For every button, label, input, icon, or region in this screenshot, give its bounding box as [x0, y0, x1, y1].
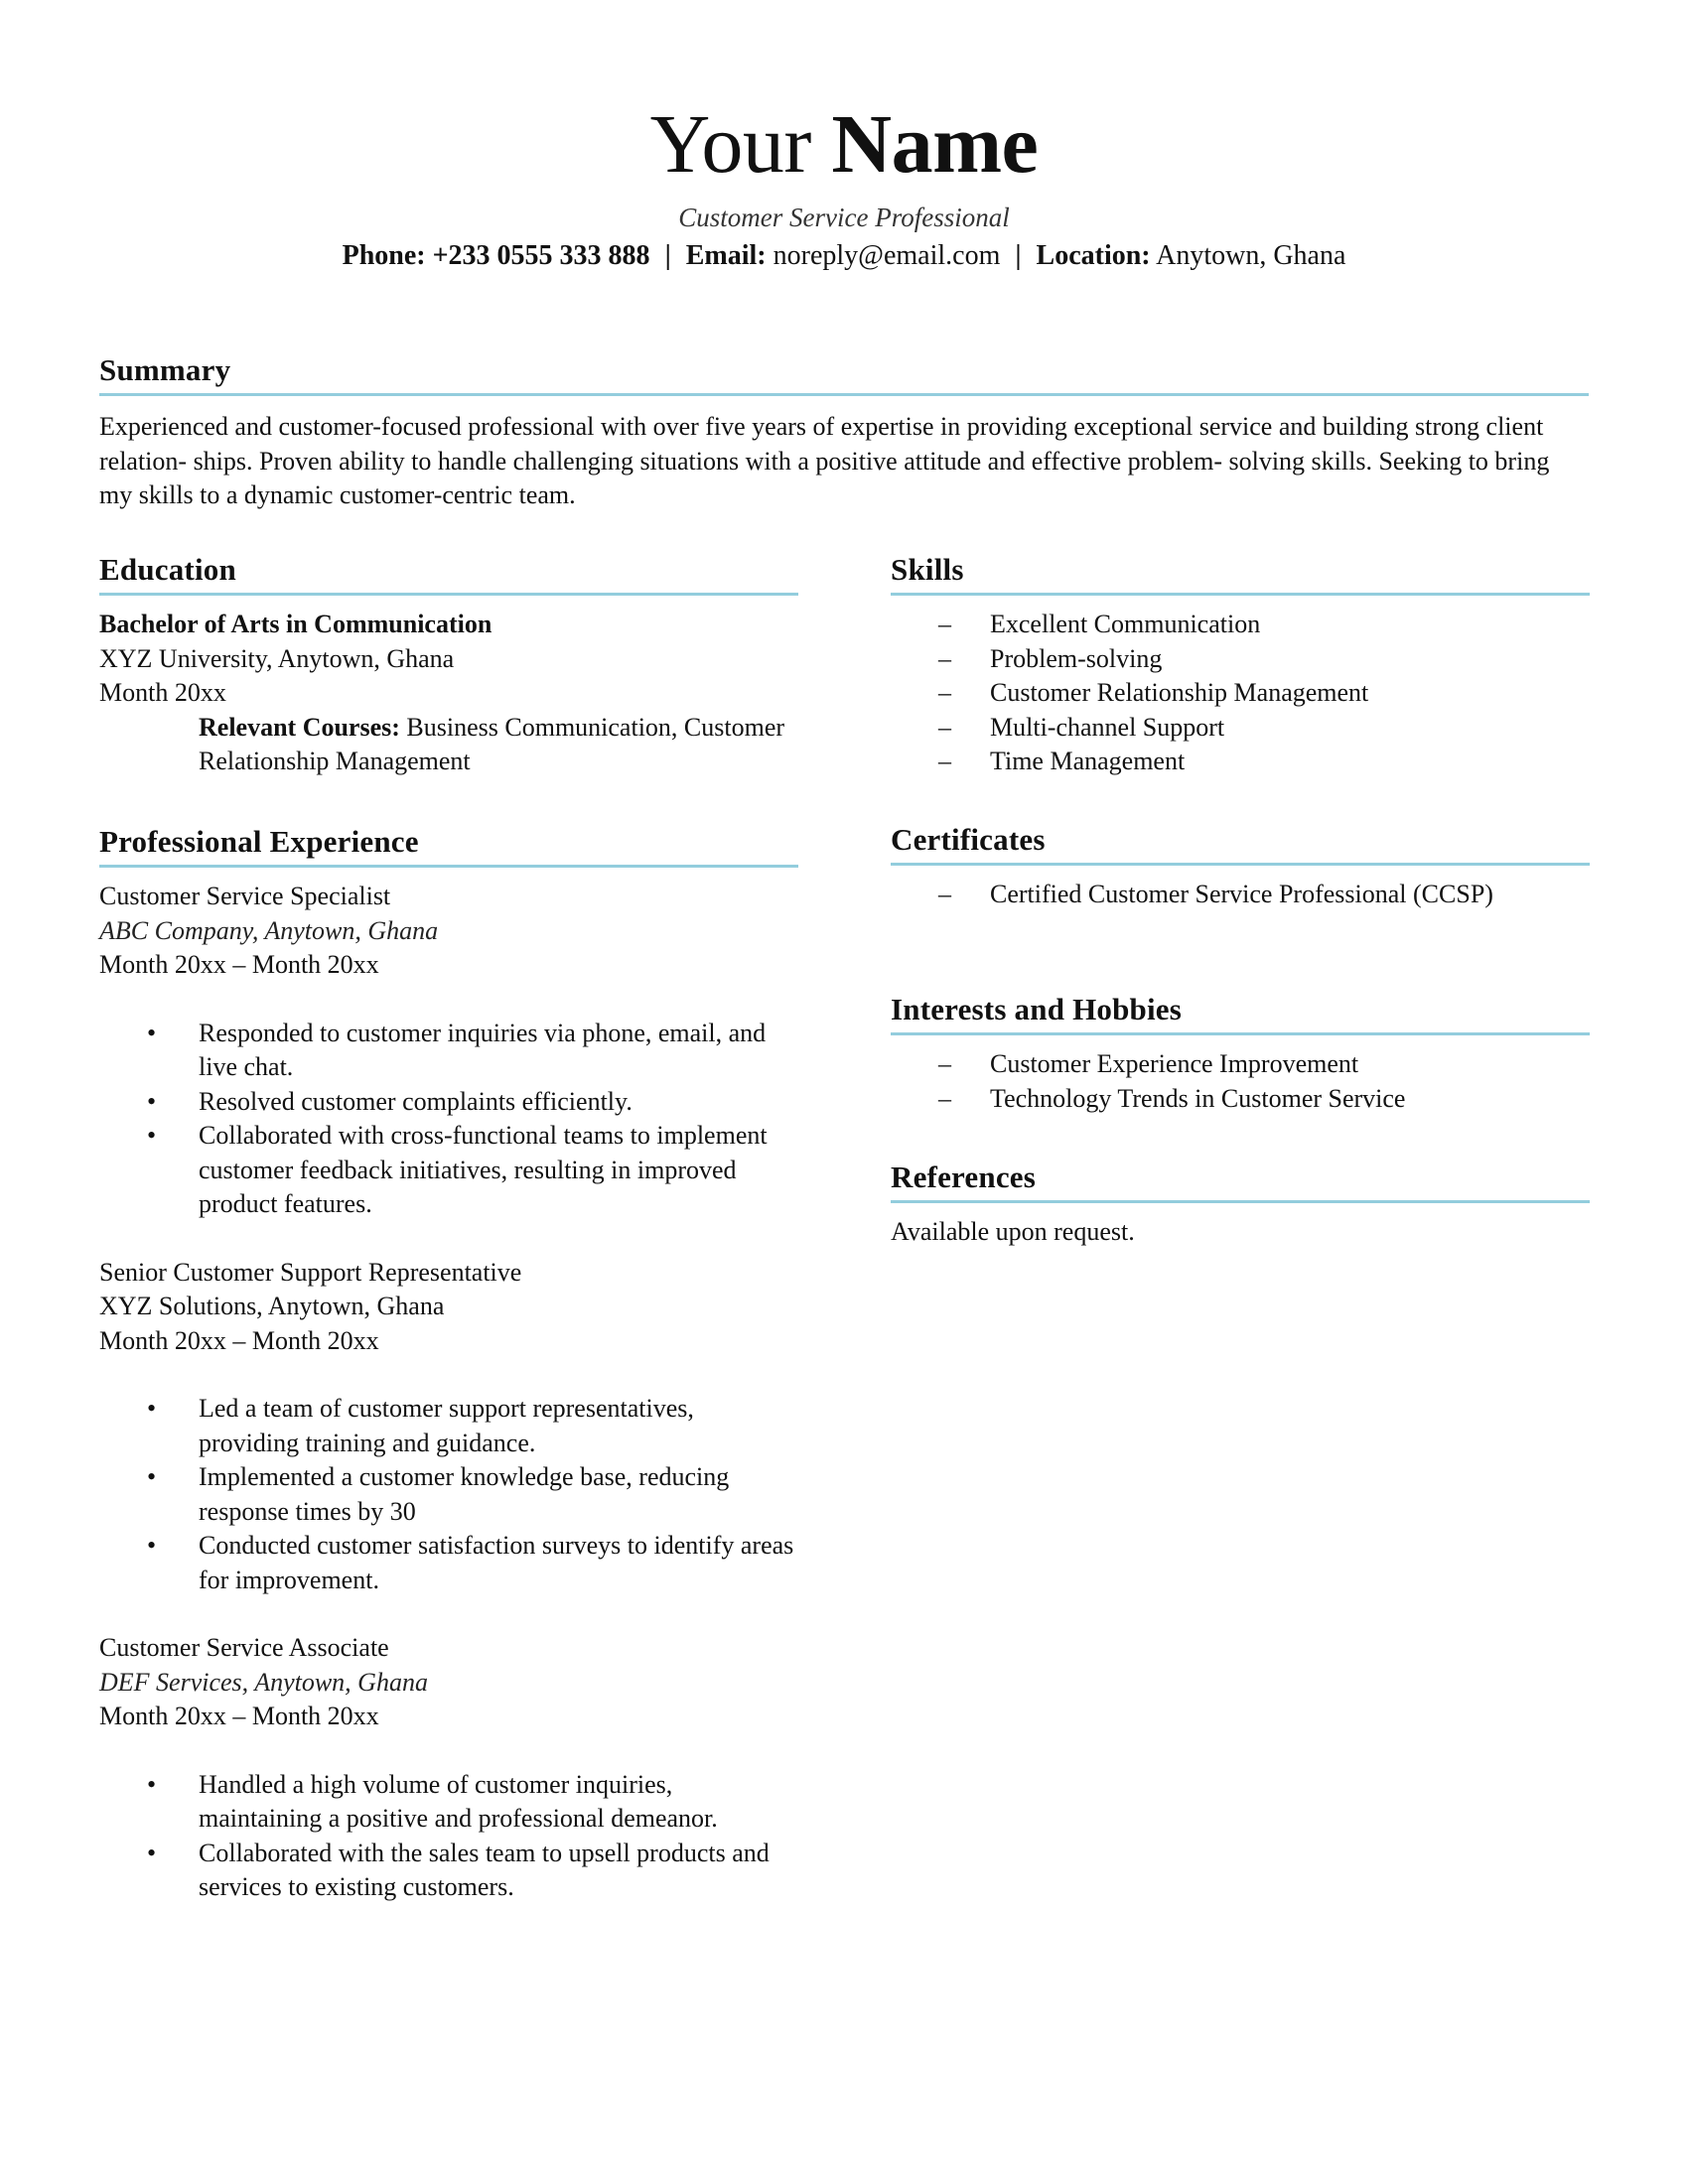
list-item — [891, 608, 1590, 642]
references-section — [891, 1158, 1590, 1250]
summary-section — [99, 350, 1589, 513]
education-heading: Education — [99, 550, 798, 596]
degree: Bachelor of Arts in Communication — [99, 610, 492, 638]
list-item-text: Customer Relationship Management — [990, 678, 1369, 707]
bullet-item — [99, 1392, 798, 1460]
job-company: ABC Company, Anytown, Ghana — [99, 915, 439, 945]
list-item-text: Technology Trends in Customer Service — [990, 1083, 1406, 1113]
bullet-text: Responded to customer inquiries via phone, email, and live chat. — [199, 1018, 767, 1081]
school: XYZ University, Anytown, Ghana — [99, 643, 455, 673]
email-label: Email: — [685, 240, 767, 271]
job-bullets — [99, 1768, 798, 1905]
experience-heading: Professional Experience — [99, 822, 798, 868]
bullet-icon: • — [147, 1838, 157, 1867]
bullet-item — [99, 1017, 798, 1085]
references-text: Available upon request. — [891, 1217, 1135, 1246]
dash-icon: – — [938, 1083, 951, 1113]
location-value: Anytown, Ghana — [1156, 240, 1346, 271]
bullet-text: Collaborated with cross-functional teams to implement customer feedback initiatives, resulting in improved product features. — [199, 1121, 768, 1218]
job-dates: Month 20xx – Month 20xx — [99, 950, 379, 979]
skills-section — [891, 550, 1590, 779]
job-title: Customer Service Specialist — [99, 882, 391, 910]
references-heading: References — [891, 1158, 1590, 1203]
certificates-heading: Certificates — [891, 820, 1590, 866]
dash-icon: – — [938, 712, 951, 742]
contact-separator: | — [664, 240, 671, 271]
bullet-icon: • — [147, 1531, 157, 1560]
job-dates: Month 20xx – Month 20xx — [99, 1325, 379, 1355]
summary-heading: Summary — [99, 350, 1589, 396]
list-item-text: Time Management — [990, 747, 1186, 775]
job-entry — [99, 1256, 798, 1598]
dash-icon: – — [938, 747, 951, 775]
bullet-text: Conducted customer satisfaction surveys to identify areas for improvement. — [199, 1531, 794, 1594]
job-list — [99, 880, 798, 1905]
bullet-item — [99, 1460, 798, 1529]
courses-label: Relevant Courses: — [199, 712, 400, 742]
list-item-text: Multi-channel Support — [990, 712, 1225, 742]
phone-value: +233 0555 333 888 — [432, 240, 650, 271]
certificates-section — [891, 820, 1590, 912]
bullet-icon: • — [147, 1769, 157, 1799]
bullet-item — [99, 1529, 798, 1597]
bullet-text: Collaborated with the sales team to upsell products and services to existing customers. — [199, 1838, 770, 1901]
bullet-icon: • — [147, 1121, 157, 1150]
job-title: Senior Customer Support Representative — [99, 1257, 522, 1287]
interests-heading: Interests and Hobbies — [891, 990, 1590, 1035]
list-item — [891, 878, 1590, 912]
list-item — [891, 676, 1590, 711]
name-first: Your — [649, 98, 811, 191]
phone-label: Phone: — [342, 240, 426, 271]
list-item-text: Certified Customer Service Professional (CCSP) — [990, 880, 1493, 908]
bullet-text: Implemented a customer knowledge base, reducing response times by 30 — [199, 1462, 730, 1526]
interests-section — [891, 990, 1590, 1116]
bullet-text: Led a team of customer support representatives, providing training and guidance. — [199, 1394, 694, 1457]
job-bullets — [99, 1392, 798, 1597]
bullet-text: Handled a high volume of customer inquiries, maintaining a positive and professional demeanor. — [199, 1769, 718, 1833]
list-item-text: Problem-solving — [990, 643, 1163, 673]
job-bullets — [99, 1017, 798, 1222]
education-section — [99, 550, 798, 779]
job-title: Customer Service Associate — [99, 1633, 389, 1662]
bullet-item — [99, 1119, 798, 1222]
job-entry — [99, 1631, 798, 1905]
bullet-icon: • — [147, 1462, 157, 1491]
skills-list — [891, 608, 1590, 779]
email-value[interactable]: noreply@email.com — [773, 240, 1001, 271]
summary-text: Experienced and customer-focused professional with over five years of expertise in providing exceptional service and building strong client relation- ships. Proven ability to handle challenging situations with a positive attitude and effective problem- solving skills. Seeking to bring my skills to a dynamic customer-centric team. — [99, 412, 1550, 509]
dash-icon: – — [938, 678, 951, 707]
job-dates: Month 20xx – Month 20xx — [99, 1702, 379, 1730]
bullet-icon: • — [147, 1086, 157, 1116]
contact-separator: | — [1015, 240, 1022, 271]
dash-icon: – — [938, 1049, 951, 1078]
list-item-text: Excellent Communication — [990, 610, 1261, 638]
dash-icon: – — [938, 643, 951, 673]
dash-icon: – — [938, 880, 951, 908]
name-last: Name — [831, 98, 1039, 191]
bullet-item — [99, 1768, 798, 1837]
list-item — [891, 1082, 1590, 1117]
dash-icon: – — [938, 610, 951, 638]
list-item — [891, 642, 1590, 677]
graduation-date: Month 20xx — [99, 678, 226, 707]
list-item — [891, 1047, 1590, 1082]
interests-list — [891, 1047, 1590, 1116]
resume-name — [0, 97, 1688, 193]
relevant-courses — [99, 711, 798, 779]
list-item — [891, 711, 1590, 746]
job-entry — [99, 880, 798, 1222]
experience-section — [99, 822, 798, 1905]
certificates-list — [891, 878, 1590, 912]
bullet-item — [99, 1837, 798, 1905]
contact-line — [0, 238, 1688, 274]
job-company: DEF Services, Anytown, Ghana — [99, 1667, 428, 1697]
job-company: XYZ Solutions, Anytown, Ghana — [99, 1292, 445, 1320]
courses-value: Business Communication, Customer Relationship Management — [199, 712, 785, 775]
location-label: Location: — [1036, 240, 1151, 271]
list-item-text: Customer Experience Improvement — [990, 1049, 1359, 1078]
list-item — [891, 745, 1590, 779]
bullet-item — [99, 1085, 798, 1120]
bullet-icon: • — [147, 1394, 157, 1423]
bullet-text: Resolved customer complaints efficiently. — [199, 1086, 633, 1116]
bullet-icon: • — [147, 1018, 157, 1047]
skills-heading: Skills — [891, 550, 1590, 596]
professional-title: Customer Service Professional — [678, 203, 1010, 232]
